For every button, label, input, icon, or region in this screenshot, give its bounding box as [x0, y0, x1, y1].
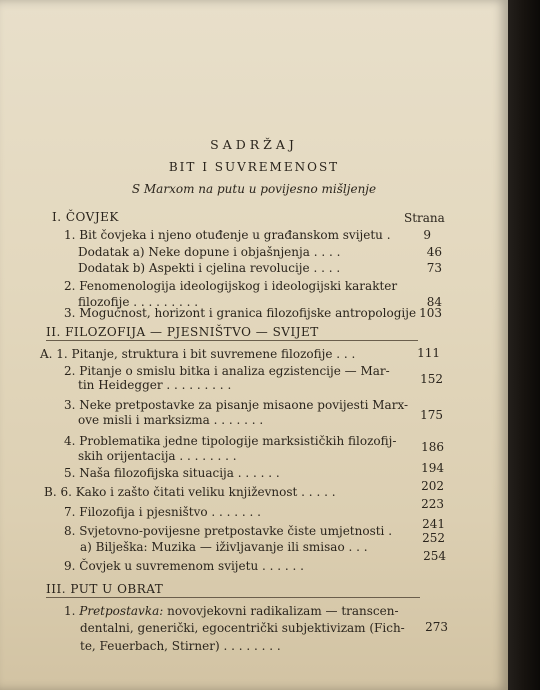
- toc-entry-text: dentalni, generički, egocentrički subjektivizam (Fich-: [80, 621, 405, 635]
- toc-entry-text: 3. Mogućnost, horizont i granica filozofijske antropologije: [64, 306, 417, 320]
- toc-entry-text: 3. Neke pretpostavke za pisanje misaone povijesti Marx-: [64, 398, 409, 412]
- toc-entry-page: 9: [423, 228, 431, 242]
- entry-number: 1.: [64, 604, 80, 618]
- toc-entry-page: 223: [421, 497, 444, 511]
- toc-entry-text: skih orijentacija . . . . . . . .: [78, 449, 237, 463]
- toc-entry-text: B. 6. Kako i zašto čitati veliku književnost . . . . .: [44, 485, 336, 499]
- toc-entry-text: 4. Problematika jedne tipologije marksističkih filozofij-: [64, 434, 397, 448]
- toc-entry-text: A. 1. Pitanje, struktura i bit suvremene filozofije . . .: [40, 347, 356, 361]
- epigraph: S Marxom na putu u povijesno mišljenje: [131, 182, 377, 196]
- toc-entry-page: 186: [421, 440, 444, 454]
- toc-entry-text: 7. Filozofija i pjesništvo . . . . . . .: [64, 505, 261, 519]
- toc-entry-page: 152: [420, 372, 443, 386]
- toc-entry-text: 2. Fenomenologija ideologijskog i ideologijski karakter: [64, 279, 398, 293]
- section-title: II. FILOZOFIJA — PJESNIŠTVO — SVIJET: [46, 325, 319, 339]
- toc-entry-text: tin Heidegger . . . . . . . . .: [78, 378, 232, 392]
- entry-italic-term: Pretpostavka:: [79, 604, 164, 618]
- entry-continuation: novovjekovni radikalizam — transcen-: [163, 604, 399, 618]
- toc-entry-page: 252: [422, 531, 445, 545]
- toc-entry-text: 8. Svjetovno-povijesne pretpostavke čiste umjetnosti .: [64, 524, 393, 538]
- page-column-header: Strana: [404, 211, 445, 225]
- toc-entry-text: 5. Naša filozofijska situacija . . . . . .: [64, 466, 280, 480]
- toc-entry-page: 202: [421, 479, 444, 493]
- page-title: SADRŽAJ: [210, 137, 298, 152]
- toc-entry-text: [64, 604, 399, 618]
- section-divider: [46, 340, 418, 341]
- section-title: III. PUT U OBRAT: [46, 582, 164, 596]
- toc-entry-page: 254: [423, 549, 446, 563]
- toc-entry-text: te, Feuerbach, Stirner) . . . . . . . .: [80, 639, 281, 653]
- toc-entry-page: 273: [425, 620, 448, 634]
- page-subtitle: BIT I SUVREMENOST: [168, 160, 340, 174]
- toc-entry-page: 194: [421, 461, 444, 475]
- toc-entry-text: Dodatak a) Neke dopune i objašnjenja . . . .: [78, 245, 341, 259]
- toc-entry-text: 9. Čovjek u suvremenom svijetu . . . . . .: [64, 559, 304, 573]
- toc-entry-text: 2. Pitanje o smislu bitka i analiza egzistencije — Mar-: [64, 364, 390, 378]
- section-divider: [46, 597, 420, 598]
- toc-entry-text: a) Bilješka: Muzika — iživljavanje ili smisao . . .: [80, 540, 368, 554]
- toc-entry-page: 84: [426, 295, 442, 309]
- toc-entry-page: 175: [420, 408, 443, 422]
- toc-entry-text: ove misli i marksizma . . . . . . .: [78, 413, 264, 427]
- toc-entry-page: 111: [417, 346, 440, 360]
- toc-entry-text: filozofije . . . . . . . . .: [78, 295, 199, 309]
- section-title: I. ČOVJEK: [52, 210, 119, 224]
- toc-entry-page: 103: [419, 306, 442, 320]
- toc-entry-page: 241: [422, 517, 445, 531]
- toc-entry-text: 1. Bit čovjeka i njeno otuđenje u građanskom svijetu .: [64, 228, 391, 242]
- toc-entry-page: 73: [426, 261, 442, 275]
- toc-entry-page: 46: [426, 245, 442, 259]
- toc-entry-text: Dodatak b) Aspekti i cjelina revolucije . . . .: [78, 261, 341, 275]
